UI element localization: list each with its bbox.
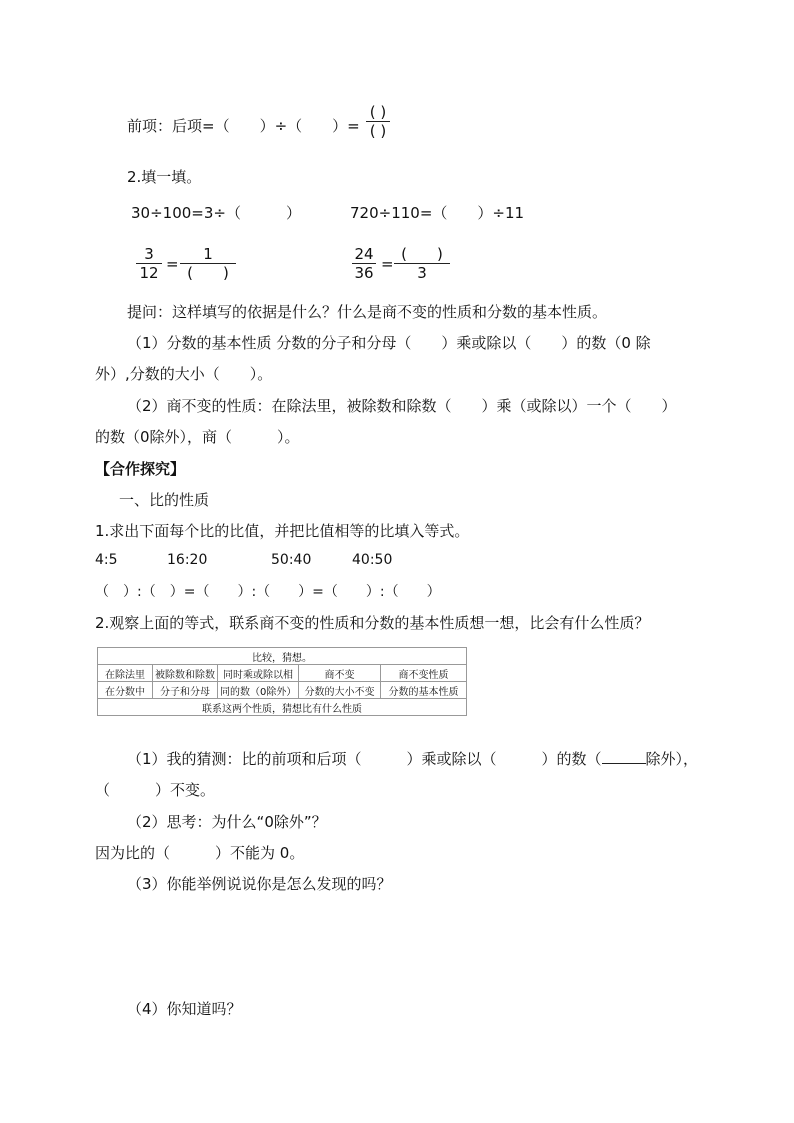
table-row	[98, 682, 467, 699]
table-cell: 在除法里	[98, 665, 153, 682]
equals-sign: =	[381, 255, 394, 273]
question-1: 1.求出下面每个比的比值，并把比值相等的比填入等式。	[95, 522, 470, 540]
ratio-item: 16:20	[167, 552, 208, 568]
comparison-table	[97, 647, 467, 716]
fill-blank[interactable]	[602, 749, 646, 764]
ratio-item: 4:5	[95, 552, 118, 568]
table-header: 比较，猜想。	[98, 648, 467, 665]
ratio-item: 40:50	[352, 552, 393, 568]
fraction-denominator: ( )	[187, 264, 229, 282]
guess-line1-start: （1）我的猜测：比的前项和后项（ ）乘或除以（ ）的数（	[127, 750, 602, 768]
q2-row1-left: 30÷100=3÷（ ）	[131, 204, 301, 222]
fraction-numerator: ( )	[401, 245, 443, 263]
ratio-item: 50:40	[271, 552, 312, 568]
fraction-blank	[366, 103, 390, 140]
fraction-property-line1: （1）分数的基本性质 分数的分子和分母（ ）乘或除以（ ）的数（0 除	[127, 334, 651, 352]
table-cell: 被除数和除数	[153, 665, 218, 682]
fraction-denominator: 3	[417, 264, 427, 282]
table-row	[98, 699, 467, 716]
fraction-numerator: 24	[354, 245, 374, 263]
quotient-property-line1: （2）商不变的性质：在除法里，被除数和除数（ ）乘（或除以）一个（ ）	[127, 397, 677, 415]
section-heading: 【合作探究】	[95, 460, 186, 478]
ratio-division-line: 前项：后项=（ ）÷（ ）=	[127, 117, 360, 135]
table-row	[98, 665, 467, 682]
think-question: （2）思考：为什么“0除外”？	[127, 813, 327, 831]
fraction-property-line2: 外）,分数的大小（ ）。	[95, 365, 273, 383]
table-cell: 同的数（0除外）	[218, 682, 299, 699]
fraction-24-36	[352, 245, 376, 282]
table-cell: 分数的基本性质	[381, 682, 467, 699]
fraction-denominator: 36	[354, 264, 374, 282]
example-question: （3）你能举例说说你是怎么发现的吗？	[127, 875, 392, 893]
equals-sign: =	[166, 255, 179, 273]
sub-heading: 一、比的性质	[119, 491, 210, 509]
fraction-3-12	[136, 245, 162, 282]
table-cell: 商不变性质	[381, 665, 467, 682]
quotient-property-line2: 的数（0除外），商（ ）。	[95, 428, 300, 446]
know-question: （4）你知道吗？	[127, 1000, 242, 1018]
ratio-equation: （ ）:（ ）=（ ）:（ ）=（ ）:（ ）	[95, 584, 441, 600]
fraction-denominator: 12	[139, 264, 159, 282]
guess-line1	[127, 748, 698, 769]
fraction-numerator: ( )	[369, 103, 387, 121]
table-footer: 联系这两个性质，猜想比有什么性质	[98, 699, 467, 716]
question-text: 提问：这样填写的依据是什么？什么是商不变的性质和分数的基本性质。	[127, 303, 608, 321]
fraction-blank-3	[394, 245, 450, 282]
table-cell: 商不变	[299, 665, 381, 682]
guess-line1-end: 除外），	[645, 750, 699, 768]
table-cell: 同时乘或除以相	[218, 665, 299, 682]
fraction-numerator: 1	[203, 245, 213, 263]
guess-line2: （ ）不变。	[95, 781, 216, 799]
fraction-denominator: ( )	[369, 122, 387, 140]
table-cell: 分子和分母	[153, 682, 218, 699]
q2-row1-right: 720÷110=（ ）÷11	[350, 204, 525, 222]
q2-title: 2.填一填。	[127, 168, 202, 186]
table-cell: 分数的大小不变	[299, 682, 381, 699]
because-line: 因为比的（ ）不能为 0。	[95, 844, 305, 862]
table-row	[98, 648, 467, 665]
fraction-1-blank	[180, 245, 236, 282]
question-2: 2.观察上面的等式，联系商不变的性质和分数的基本性质想一想，比会有什么性质？	[95, 614, 650, 632]
table-cell: 在分数中	[98, 682, 153, 699]
fraction-numerator: 3	[144, 245, 154, 263]
